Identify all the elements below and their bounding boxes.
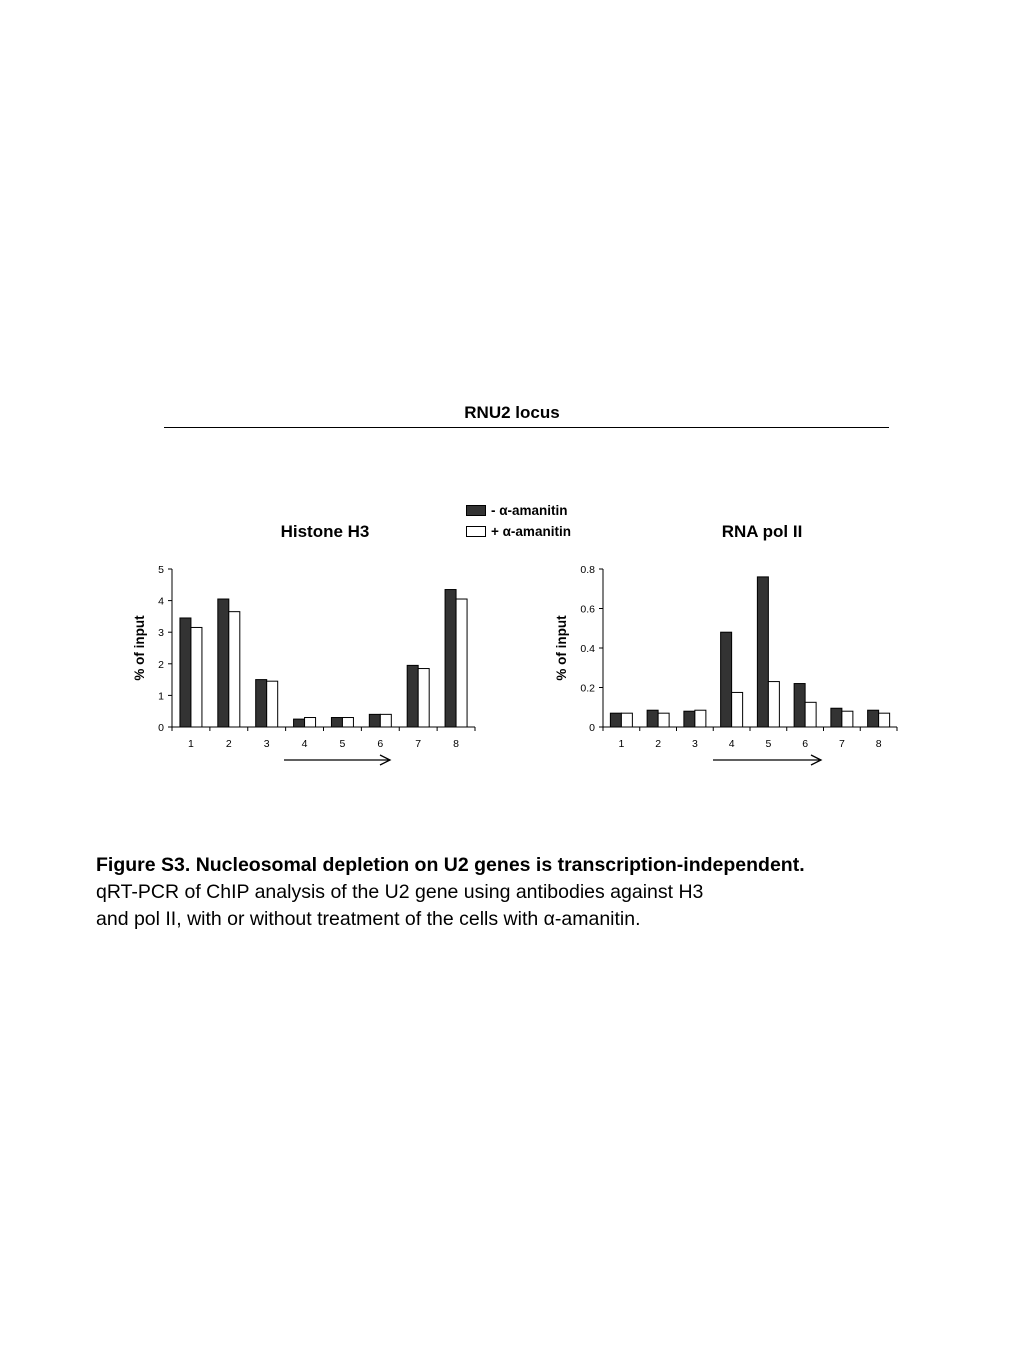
chart2-bar-plus-2 [658,713,669,727]
chart2-bar-plus-3 [695,710,706,727]
chart2-x-tick-label: 1 [618,738,625,750]
chart2-y-axis-label: % of input [554,615,569,681]
chart2-bar-minus-1 [610,713,621,727]
chart1-bar-minus-8 [445,590,456,727]
chart1-bar-plus-4 [305,718,316,727]
chart2-bar-plus-1 [621,713,632,727]
legend-label-plus-amanitin: + α-amanitin [491,524,571,539]
chart1-bar-plus-7 [418,669,429,727]
chart2-bar-plus-6 [805,702,816,727]
chart-title-rna-pol-ii: RNA pol II [721,522,803,541]
chart1-y-tick-label: 4 [158,595,164,608]
chart1-y-tick-label: 5 [158,564,164,576]
chart1-bar-minus-2 [218,599,229,727]
chart1-y-tick-label: 3 [158,627,164,640]
chart2-bar-minus-4 [721,632,732,727]
chart2-x-tick-label: 3 [691,738,698,750]
chart2-bar-minus-3 [684,711,695,727]
figure-caption [96,852,956,933]
chart1-bar-plus-5 [342,718,353,727]
chart1-y-tick-label: 0 [158,722,164,734]
caption-line-1: qRT-PCR of ChIP analysis of the U2 gene using antibodies against H3 [96,881,704,903]
chart1-y-tick-label: 2 [158,658,164,671]
chart2-bar-plus-4 [732,692,743,727]
chart1-x-tick-label: 5 [339,738,346,750]
chart1-x-tick-label: 6 [377,738,384,750]
chart2-bar-plus-7 [842,711,853,727]
legend-label-minus-amanitin: - α-amanitin [491,503,568,518]
chart2-x-tick-label: 8 [875,738,882,750]
chart2-x-tick-label: 2 [655,738,662,750]
chart1-bar-plus-2 [229,612,240,727]
chart1-bar-plus-3 [267,681,278,727]
locus-title: RNU2 locus [464,403,560,422]
chart2-bar-plus-8 [879,713,890,727]
chart2-x-tick-label: 6 [802,738,809,750]
chart2-y-tick-label: 0.2 [580,682,595,695]
chart2-y-tick-label: 0.8 [580,564,595,576]
chart1-y-axis-label: % of input [132,615,147,681]
chart2-y-tick-label: 0 [589,722,595,734]
chart2-bar-plus-5 [768,682,779,727]
chart2-y-tick-label: 0.4 [580,643,595,655]
chart2-x-tick-label: 4 [728,738,735,750]
chart1-x-tick-label: 8 [453,738,459,750]
chart1-bar-plus-6 [380,714,391,727]
chart1-bar-minus-6 [369,714,380,727]
chart1-bar-minus-5 [331,718,342,727]
chart1-bar-minus-3 [256,680,267,727]
chart1-x-tick-label: 4 [301,738,308,750]
chart1-bar-plus-1 [191,627,202,727]
chart2-bar-minus-7 [831,708,842,727]
chart2-bar-minus-8 [868,710,879,727]
chart1-bar-minus-7 [407,665,418,727]
chart1-x-tick-label: 3 [263,738,270,750]
chart1-x-tick-label: 1 [188,738,194,750]
caption-title: Figure S3. Nucleosomal depletion on U2 genes is transcription-independent. [96,854,805,876]
chart2-bar-minus-5 [757,577,768,727]
chart2-bar-minus-2 [647,710,658,727]
chart1-bar-minus-1 [180,618,191,727]
chart2-y-tick-label: 0.6 [580,603,595,616]
chart2-bar-minus-6 [794,684,805,727]
chart1-bar-plus-8 [456,599,467,727]
caption-line-2: and pol II, with or without treatment of the cells with α-amanitin. [96,908,641,930]
chart1-y-tick-label: 1 [158,690,164,703]
chart1-bar-minus-4 [294,719,305,727]
chart-title-histone-h3: Histone H3 [280,522,370,541]
chart2-x-tick-label: 5 [765,738,772,750]
chart1-x-tick-label: 7 [415,738,422,750]
chart2-x-tick-label: 7 [838,738,845,750]
chart1-x-tick-label: 2 [225,738,232,750]
